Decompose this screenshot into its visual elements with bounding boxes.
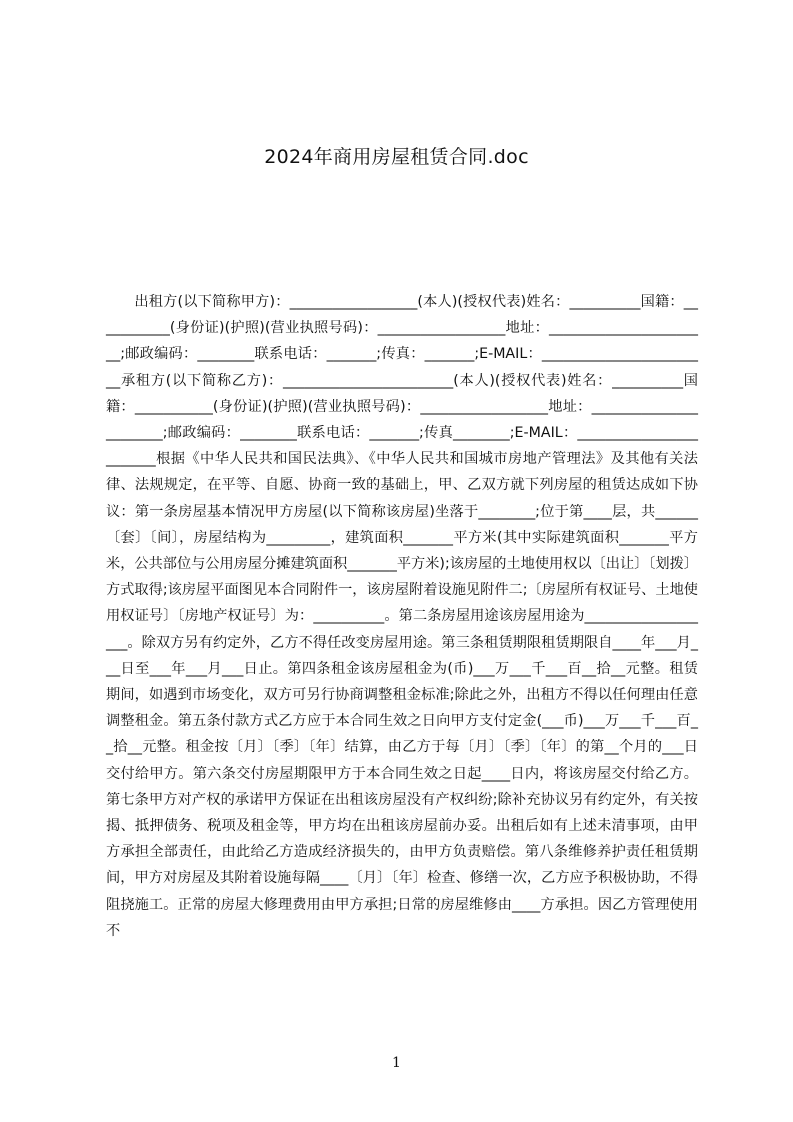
document-title: 2024年商用房屋租赁合同.doc xyxy=(264,146,529,168)
contract-body-text: 出租方(以下简称甲方)：__________________(本人)(授权代表)姓名：__________国籍：___________(身份证)(护照)(营业执照号码)：__________________地址：_______________________;邮政编码：________联系电话：_______;传真：_______;E-MAIL：________________________承租方(以下简称乙方)：________________________(本人)(授权代表)姓名：__________国籍：___________(身份证)(护照)(营业执照号码)：__________________地址：_______________________;邮政编码：________联系电话：_______;传真________;E-MAIL：________________________根据《中华人民共和国民法典》、《中华人民共和国城市房地产管理法》及其他有关法律、法规规定，在平等、自愿、协商一致的基础上，甲、乙双方就下列房屋的租赁达成如下协议：第一条房屋基本情况甲方房屋(以下简称该房屋)坐落于________;位于第____层，共______〔套〕〔间〕，房屋结构为_________，建筑面积_______平方米(其中实际建筑面积_______平方米，公共部位与公用房屋分摊建筑面积_______平方米);该房屋的土地使用权以〔出让〕〔划拨〕方式取得;该房屋平面图见本合同附件一，该房屋附着设施见附件二;〔房屋所有权证号、土地使用权证号〕〔房地产权证号〕为：__________。第二条房屋用途该房屋用途为___________________。除双方另有约定外，乙方不得任改变房屋用途。第三条租赁期限租赁期限自____年___月___日至___年___月___日止。第四条租金该房屋租金为(币)___万___千___百__拾__元整。租赁期间，如遇到市场变化，双方可另行协商调整租金标准;除此之外，出租方不得以任何理由任意调整租金。第五条付款方式乙方应于本合同生效之日向甲方支付定金(___币)___万___千___百__拾__元整。租金按〔月〕〔季〕〔年〕结算，由乙方于每〔月〕〔季〕〔年〕的第__个月的___日交付给甲方。第六条交付房屋期限甲方于本合同生效之日起____日内，将该房屋交付给乙方。第七条甲方对产权的承诺甲方保证在出租该房屋没有产权纠纷;除补充协议另有约定外，有关按揭、抵押债务、税项及租金等，甲方均在出租该房屋前办妥。出租后如有上述未清事项，由甲方承担全部责任，由此给乙方造成经济损失的，由甲方负责赔偿。第八条维修养护责任租赁期间，甲方对房屋及其附着设施每隔____〔月〕〔年〕检查、修缮一次，乙方应予积极协助，不得阻挠施工。正常的房屋大修理费用由甲方承担;日常的房屋维修由____方承担。因乙方管理使用不 xyxy=(106,294,698,939)
page-number: 1 xyxy=(392,1055,401,1071)
